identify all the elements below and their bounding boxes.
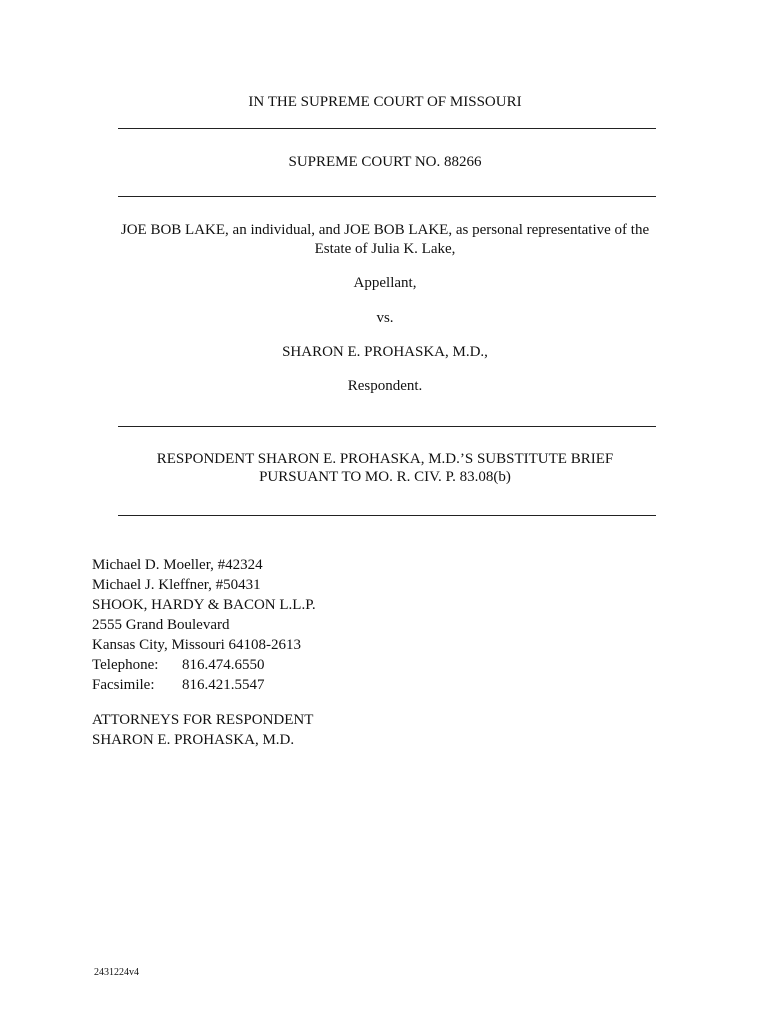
attorney-1: Michael D. Moeller, #42324 [92,557,263,573]
counsel-block [92,555,316,695]
brief-title-line-1: RESPONDENT SHARON E. PROHASKA, M.D.’S SUBSTITUTE BRIEF [156,451,614,467]
court-heading: IN THE SUPREME COURT OF MISSOURI [248,94,522,110]
facsimile-row [92,675,316,695]
document-id: 2431224v4 [94,967,139,978]
appellant-line-2: Estate of Julia K. Lake, [314,241,456,257]
divider [118,515,656,516]
brief-title-line-2: PURSUANT TO MO. R. CIV. P. 83.08(b) [259,469,511,485]
attorneys-for-line-1: ATTORNEYS FOR RESPONDENT [92,712,314,728]
attorneys-for-block [92,710,313,750]
law-firm: SHOOK, HARDY & BACON L.L.P. [92,597,316,613]
divider [118,426,656,427]
appellant-role: Appellant, [353,275,417,291]
telephone-number: 816.474.6550 [182,657,265,673]
facsimile-label: Facsimile: [92,677,155,693]
divider [118,196,656,197]
case-number: SUPREME COURT NO. 88266 [288,154,482,170]
city-address: Kansas City, Missouri 64108-2613 [92,637,302,653]
respondent-name: SHARON E. PROHASKA, M.D., [282,344,488,360]
versus: vs. [376,310,394,326]
facsimile-number: 816.421.5547 [182,677,265,693]
divider [118,128,656,129]
appellant-line-1: JOE BOB LAKE, an individual, and JOE BOB LAKE, as personal representative of the [120,222,650,238]
street-address: 2555 Grand Boulevard [92,617,230,633]
attorneys-for-line-2: SHARON E. PROHASKA, M.D. [92,732,295,748]
attorney-2: Michael J. Kleffner, #50431 [92,577,261,593]
respondent-role: Respondent. [347,378,423,394]
telephone-row [92,655,316,675]
telephone-label: Telephone: [92,657,159,673]
